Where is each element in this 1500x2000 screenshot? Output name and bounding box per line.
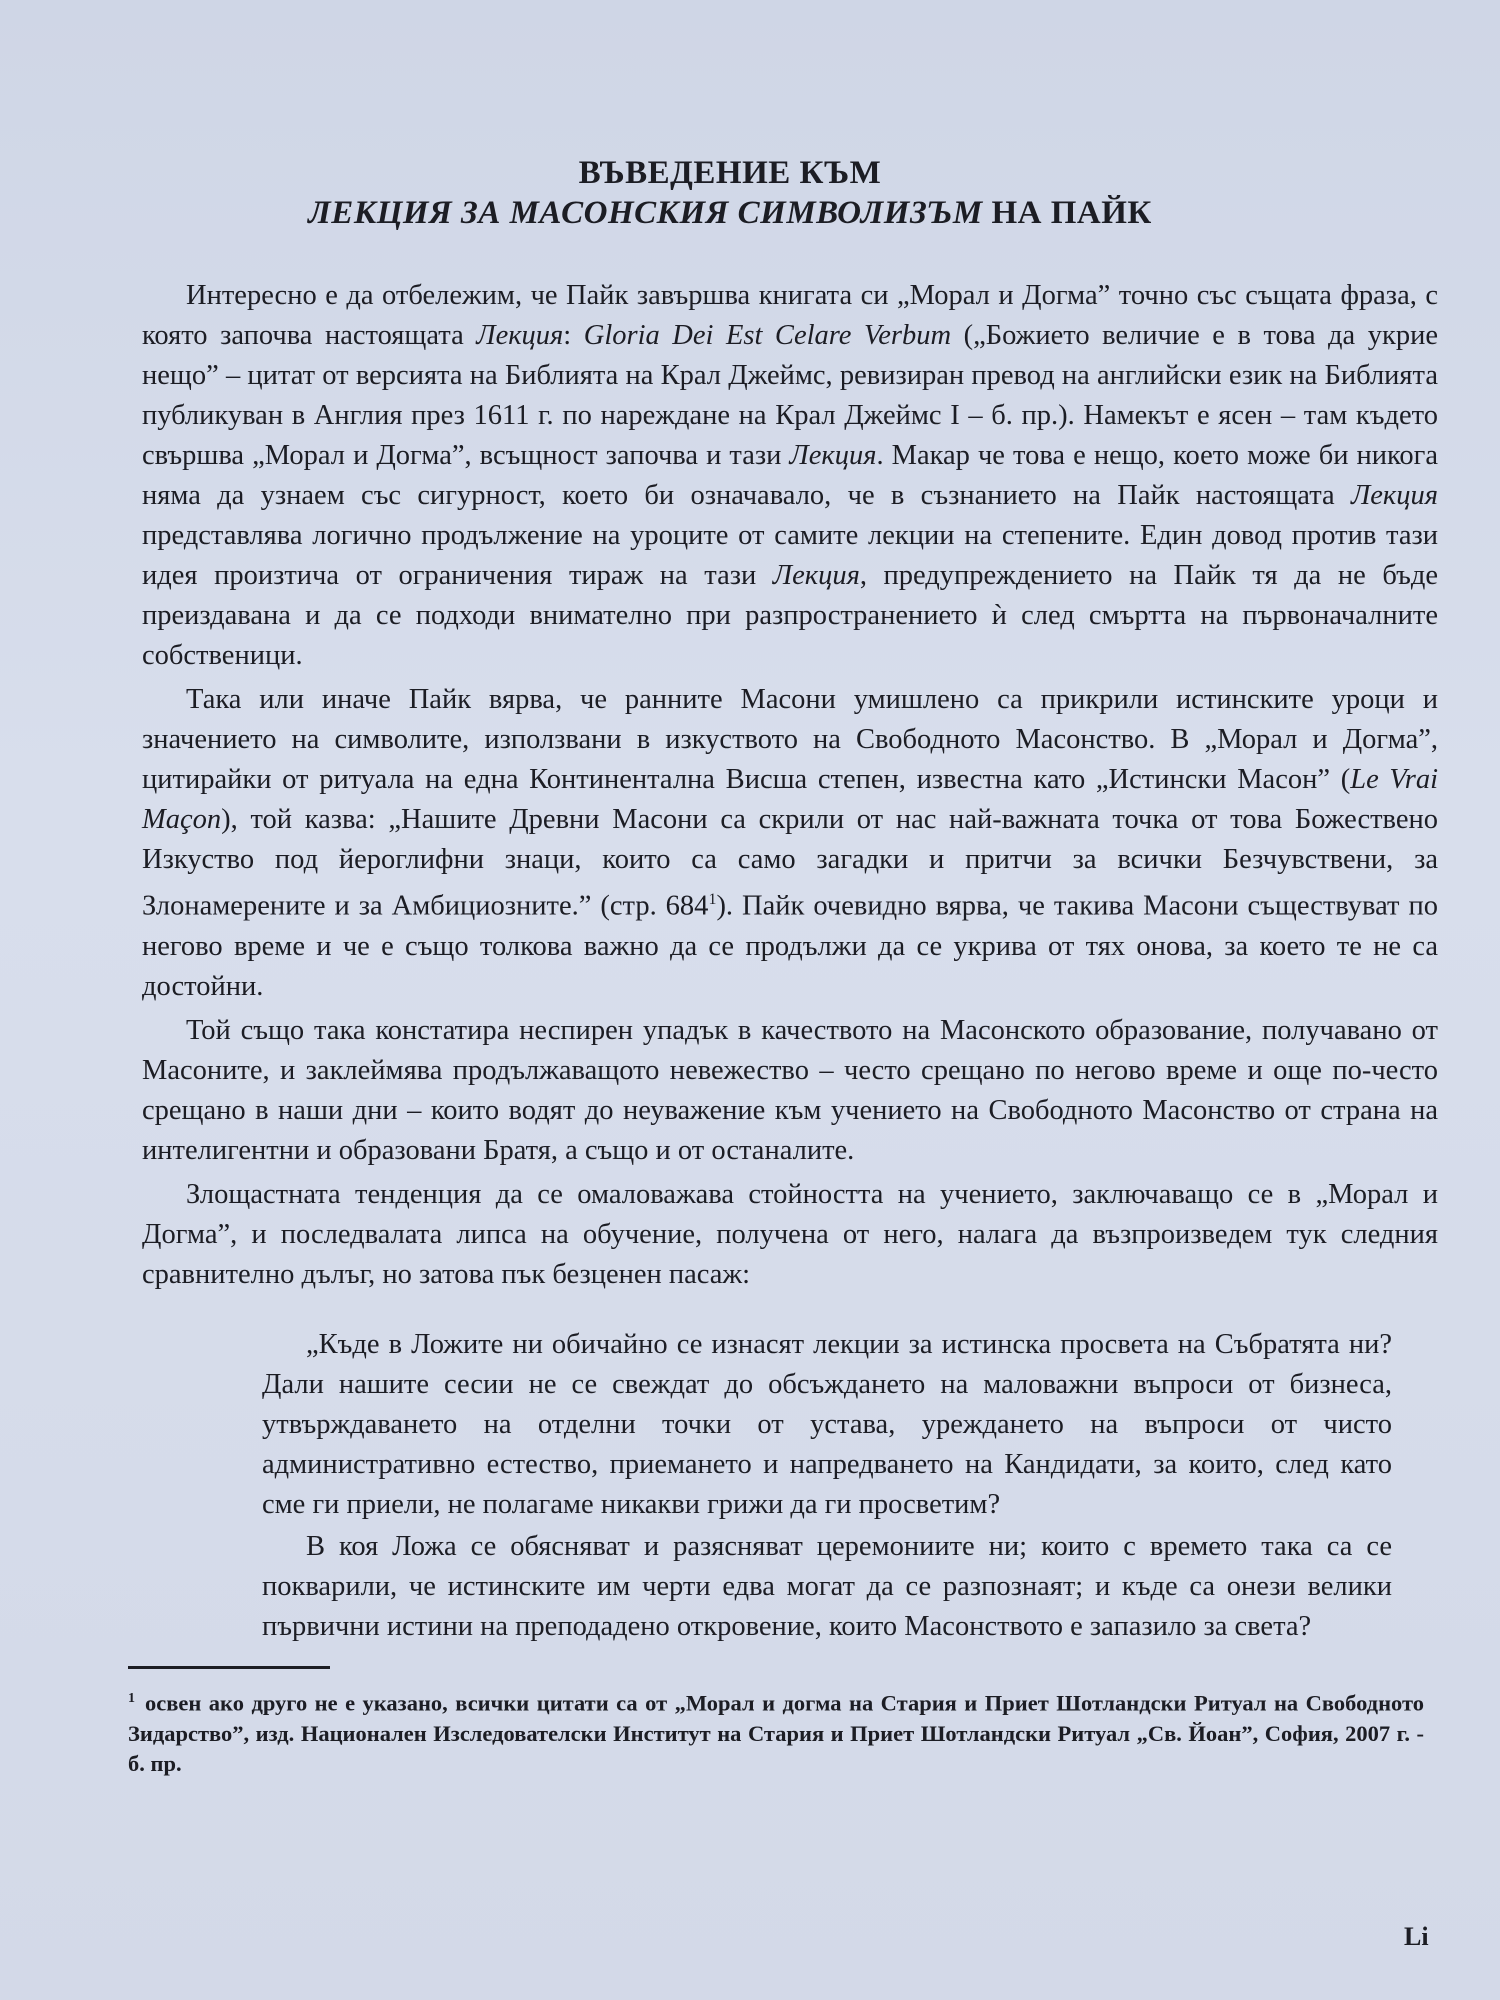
block-quote <box>262 1325 1392 1647</box>
footnote-divider <box>128 1666 330 1669</box>
chapter-title-line1: ВЪВЕДЕНИЕ КЪМ <box>578 155 882 191</box>
paragraph-3: Той също така констатира неспирен упадък в качеството на Масонското образование, получавано от Масоните, и заклеймява продължаващото невежество – често срещано по негово време и още по-често срещано в наши дни – които водят до неуважение към учението на Свободното Масонство от страна на интелигентни и образовани Братя, а също и от останалите. <box>142 1014 1438 1166</box>
chapter-title-rest: НА ПАЙК <box>982 195 1152 231</box>
paragraph-2: Така или иначе Пайк вярва, че ранните Масони умишлено са прикрили истинските уроци и значението на символите, използвани в изкуството на Свободното Масонство. В „Морал и Догма”, цитирайки от ритуала на една Континентална Висша степен, известна като „Истински Масон” (Le Vrai Maçon), той казва: „Нашите Древни Масони са скрили от нас най-важната точка от това Божествено Изкуство под йероглифни знаци, които са само загадки и притчи за всички Безчувствени, за Злонамерените и за Амбициозните.” (стр. 684$^1$). Пайк очевидно вярва, че такива Масони съществуват по негово време и че е също толкова важно да се продължи да се укрива от тях онова, за което те не са достойни. <box>142 684 1438 1002</box>
footnote-reference: 1 <box>708 891 717 908</box>
paragraph-4: Злощастната тенденция да се омаловажава стойността на учението, заключаващо се в „Морал и Догма”, и последвалата липса на обучение, получена от него, налага да възпроизведем тук следния сравнително дълъг, но затова пък безценен пасаж: <box>142 1178 1438 1290</box>
page-number: Lі <box>1404 1922 1429 1951</box>
quote-paragraph-2: В коя Ложа се обясняват и разясняват церемониите ни; които с времето така са се покварили, че истинските им черти едва могат да се разпознаят; и къде са онези велики първични истини на преподадено откровение, които Масонството е запазило за света? <box>262 1530 1392 1642</box>
footnote-marker: 1 <box>128 1691 135 1706</box>
paragraph-1: Интересно е да отбележим, че Пайк завършва книгата си „Морал и Догма” точно със същата фраза, с която започва настоящата Лекция: Gloria Dei Est Celare Verbum („Божието величие е в това да укрие нещо” – цитат от версията на Библията на Крал Джеймс, ревизиран превод на английски език на Библията публикуван в Англия през 1611 г. по нареждане на Крал Джеймс I – б. пр.). Намекът е ясен – там където свършва „Морал и Догма”, всъщност започва и тази Лекция. Макар че това е нещо, което може би никога няма да узнаем със сигурност, което би означавало, че в съзнанието на Пайк настоящата Лекция представлява логично продължение на уроците от самите лекции на степените. Един довод против тази идея произтича от ограничения тираж на тази Лекция, предупреждението на Пайк тя да не бъде преиздавана и да се подходи внимателно при разпространението ѝ след смъртта на първоначалните собственици. <box>142 280 1438 671</box>
body-text <box>142 276 1438 1649</box>
bleed-through-text <box>330 30 1430 70</box>
chapter-title-italic: ЛЕКЦИЯ ЗА МАСОНСКИЯ СИМВОЛИЗЪМ <box>308 195 983 231</box>
footnote-text: освен ако друго не е указано, всички цитати са от „Морал и догма на Стария и Приет Шотландски Ритуал на Свободното Зидарство”, изд. Национален Изследователски Институт на Стария и Приет Шотландски Ритуал „Св. Йоан”, София, 2007 г. - б. пр. <box>128 1690 1424 1776</box>
chapter-title-line2 <box>140 195 1320 232</box>
footnote <box>128 1684 1424 1779</box>
quote-paragraph-1: „Къде в Ложите ни обичайно се изнасят лекции за истинска просвета на Събратята ни? Дали нашите сесии не се свеждат до обсъждането на маловажни въпроси от бизнеса, утвърждаването на отделни точки от устава, уреждането на въпроси от чисто административно естество, приемането и напредването на Кандидати, за които, след като сме ги приели, не полагаме никакви грижи да ги просветим? <box>262 1328 1392 1520</box>
